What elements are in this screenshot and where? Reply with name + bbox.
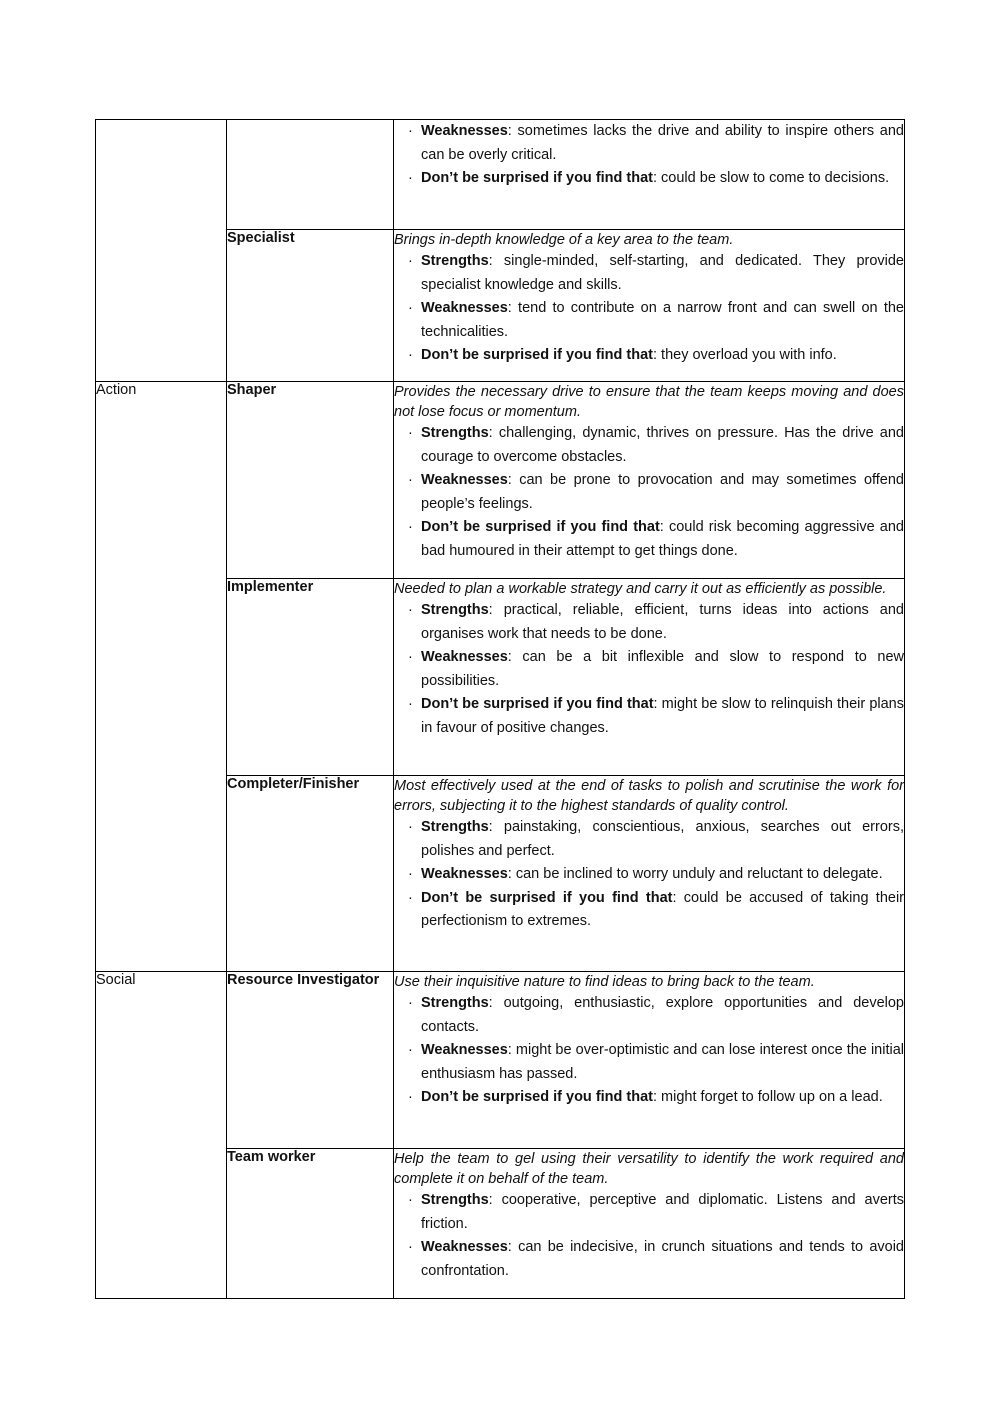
point-text: : could be accused of taking their perfectionism to extremes.: [421, 889, 904, 929]
role-cell: Team worker: [227, 1149, 394, 1299]
point-label: Weaknesses: [421, 649, 508, 665]
point-text: : can be indecisive, in crunch situations and tends to avoid confrontation.: [421, 1239, 904, 1279]
description-cell: [394, 776, 905, 972]
point-text: : could be slow to come to decisions.: [653, 170, 890, 186]
description-cell: [394, 120, 905, 230]
role-cell: Resource Investigator: [227, 972, 394, 1149]
category-cell: [96, 120, 227, 382]
bullet-point: [394, 1039, 904, 1086]
point-text: : might forget to follow up on a lead.: [653, 1089, 883, 1105]
bullet-point: [394, 516, 904, 563]
point-text: : practical, reliable, efficient, turns ideas into actions and organises work that needs to be done.: [421, 602, 904, 642]
bullet-icon: ·: [408, 1042, 413, 1058]
bullet-icon: ·: [408, 472, 413, 488]
point-label: Strengths: [421, 1192, 489, 1208]
table-row: [96, 972, 905, 1149]
bullet-icon: ·: [408, 995, 413, 1011]
point-label: Strengths: [421, 253, 489, 269]
bullet-point: [394, 646, 904, 693]
point-label: Don’t be surprised if you find that: [421, 519, 660, 535]
bullet-icon: ·: [408, 170, 413, 186]
description-cell: [394, 230, 905, 382]
table-row: [96, 120, 905, 230]
bullet-point: [394, 120, 904, 167]
bullet-point: [394, 167, 904, 191]
role-intro: Help the team to gel using their versatility to identify the work required and complete it on behalf of the team.: [394, 1151, 904, 1187]
point-label: Don’t be surprised if you find that: [421, 170, 653, 186]
point-label: Strengths: [421, 602, 489, 618]
point-text: : single-minded, self-starting, and dedicated. They provide specialist knowledge and skills.: [421, 253, 904, 293]
role-intro: Use their inquisitive nature to find ideas to bring back to the team.: [394, 974, 815, 990]
bullet-icon: ·: [408, 300, 413, 316]
point-label: Don’t be surprised if you find that: [421, 696, 654, 712]
point-label: Don’t be surprised if you find that: [421, 889, 673, 906]
bullet-point: [394, 693, 904, 740]
description-cell: [394, 972, 905, 1149]
point-text: : can be a bit inflexible and slow to respond to new possibilities.: [421, 649, 904, 689]
category-cell: Social: [96, 972, 227, 1299]
point-text: : they overload you with info.: [653, 347, 837, 363]
bullet-icon: ·: [408, 425, 413, 441]
role-intro: Needed to plan a workable strategy and carry it out as efficiently as possible.: [394, 581, 887, 597]
point-label: Weaknesses: [421, 866, 508, 882]
bullet-point: [394, 297, 904, 344]
point-text: : cooperative, perceptive and diplomatic. Listens and averts friction.: [421, 1192, 904, 1232]
point-text: : tend to contribute on a narrow front and can swell on the technicalities.: [421, 300, 904, 340]
point-label: Don’t be surprised if you find that: [421, 347, 653, 363]
point-text: : can be prone to provocation and may sometimes offend people’s feelings.: [421, 472, 904, 512]
point-label: Strengths: [421, 425, 489, 441]
bullet-icon: ·: [408, 123, 413, 139]
point-text: : might be over-optimistic and can lose interest once the initial enthusiasm has passed.: [421, 1042, 904, 1082]
bullet-point: [394, 599, 904, 646]
point-label: Weaknesses: [421, 472, 508, 488]
category-cell: Action: [96, 382, 227, 972]
bullet-point: [394, 469, 904, 516]
bullet-icon: ·: [408, 602, 413, 618]
role-cell: Implementer: [227, 579, 394, 776]
point-text: : sometimes lacks the drive and ability to inspire others and can be overly critical.: [421, 123, 904, 163]
bullet-icon: ·: [408, 1089, 413, 1105]
role-cell: [227, 120, 394, 230]
point-label: Weaknesses: [421, 1239, 508, 1255]
bullet-point: [394, 863, 904, 887]
bullet-point: [394, 344, 904, 368]
point-label: Strengths: [421, 995, 489, 1011]
bullet-point: [394, 992, 904, 1039]
description-cell: [394, 382, 905, 579]
description-cell: [394, 579, 905, 776]
bullet-icon: ·: [408, 347, 413, 363]
point-label: Weaknesses: [421, 123, 508, 139]
role-intro: Most effectively used at the end of tasks to polish and scrutinise the work for errors, subjecting it to the highest standards of quality control.: [394, 778, 904, 814]
bullet-point: [394, 250, 904, 297]
role-cell: Completer/Finisher: [227, 776, 394, 972]
role-intro: Brings in-depth knowledge of a key area to the team.: [394, 232, 734, 248]
role-cell: Shaper: [227, 382, 394, 579]
team-roles-table: [95, 119, 905, 1299]
bullet-icon: ·: [408, 519, 413, 535]
bullet-point: [394, 422, 904, 469]
bullet-icon: ·: [408, 649, 413, 665]
bullet-point: [394, 816, 904, 863]
point-label: Weaknesses: [421, 1042, 508, 1058]
role-cell: Specialist: [227, 230, 394, 382]
bullet-icon: ·: [408, 253, 413, 269]
bullet-icon: ·: [408, 1192, 413, 1208]
bullet-point: [394, 887, 904, 934]
description-cell: [394, 1149, 905, 1299]
point-text: : could risk becoming aggressive and bad humoured in their attempt to get things done.: [421, 519, 904, 559]
bullet-icon: ·: [408, 866, 413, 882]
table-row: [96, 382, 905, 579]
point-text: : might be slow to relinquish their plans in favour of positive changes.: [421, 696, 904, 736]
bullet-point: [394, 1189, 904, 1236]
bullet-point: [394, 1086, 904, 1110]
bullet-point: [394, 1236, 904, 1283]
bullet-icon: ·: [408, 1239, 413, 1255]
bullet-icon: ·: [408, 889, 413, 906]
point-text: : painstaking, conscientious, anxious, searches out errors, polishes and perfect.: [421, 819, 904, 859]
bullet-icon: ·: [408, 819, 413, 835]
point-label: Strengths: [421, 819, 489, 835]
point-text: : can be inclined to worry unduly and reluctant to delegate.: [507, 866, 883, 882]
bullet-icon: ·: [408, 696, 413, 712]
role-intro: Provides the necessary drive to ensure that the team keeps moving and does not lose focus or momentum.: [394, 384, 904, 420]
point-text: : challenging, dynamic, thrives on pressure. Has the drive and courage to overcome obstacles.: [421, 425, 904, 465]
point-label: Don’t be surprised if you find that: [421, 1089, 653, 1105]
point-label: Weaknesses: [421, 300, 508, 316]
point-text: : outgoing, enthusiastic, explore opportunities and develop contacts.: [421, 995, 904, 1035]
